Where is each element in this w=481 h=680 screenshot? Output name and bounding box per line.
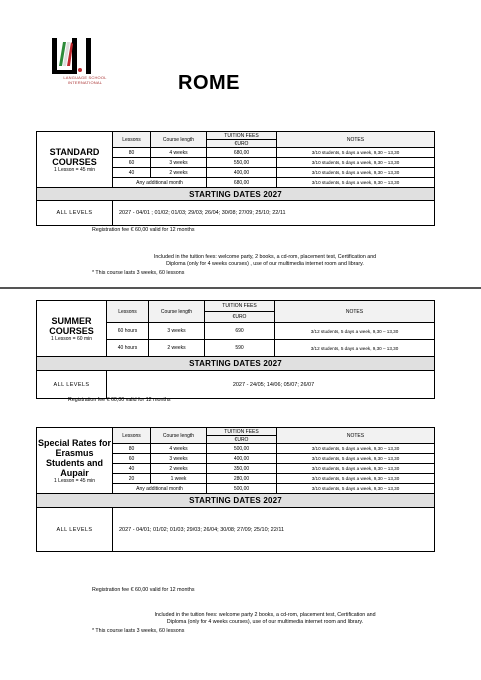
included-line: Included in the tuition fees: welcome party, 2 books, a cd-rom, placement test, Certification and — [153, 254, 377, 260]
notes-cell: 3/10 students, 5 days a week, 9,30 – 13,30 — [277, 158, 435, 168]
notes-cell: 3/10 students, 5 days a week, 9,30 – 13,30 — [277, 148, 435, 158]
notes-cell: 3/10 students, 5 days a week, 9,30 – 13,30 — [277, 474, 435, 484]
levels-cell: ALL LEVELS — [37, 201, 113, 226]
col-lessons: Lessons — [113, 132, 151, 148]
lessons-cell: 20 — [113, 474, 151, 484]
notes-cell: 3/10 students, 5 days a week, 9,30 – 13,30 — [277, 464, 435, 474]
col-notes: NOTES — [277, 428, 435, 444]
lessons-cell: 40 — [113, 464, 151, 474]
length-cell: 3 weeks — [151, 454, 207, 464]
fee-cell: 690 — [205, 323, 275, 340]
special-lesson-note: 1 Lesson = 45 min — [54, 477, 95, 484]
starting-dates-heading: STARTING DATES 2027 — [37, 188, 435, 201]
lessons-cell: 80 — [113, 148, 151, 158]
col-course-length: Course length — [149, 301, 205, 323]
summer-course-title: SUMMER COURSES — [49, 315, 94, 336]
col-course-length: Course length — [151, 132, 207, 148]
registration-fee-note: Registration fee € 60,00 valid for 12 months — [92, 227, 195, 233]
fee-cell: 680,00 — [207, 178, 277, 188]
length-cell: 4 weeks — [151, 444, 207, 454]
length-cell: 3 weeks — [149, 323, 205, 340]
course-duration-note: * This course lasts 3 weeks, 60 lessons — [92, 270, 185, 276]
col-tuition-fees: TUITION FEES — [207, 132, 277, 140]
col-lessons: Lessons — [107, 301, 149, 323]
levels-cell: ALL LEVELS — [37, 508, 113, 552]
length-cell: 1 week — [151, 474, 207, 484]
fee-cell: 500,00 — [207, 484, 277, 494]
col-lessons: Lessons — [113, 428, 151, 444]
levels-cell: ALL LEVELS — [37, 371, 107, 399]
special-rates-table — [36, 427, 435, 552]
logo-caption-line2: INTERNATIONAL — [67, 80, 103, 85]
col-tuition-fees: TUITION FEES — [205, 301, 275, 312]
course-duration-note: * This course lasts 3 weeks, 60 lessons — [92, 628, 185, 634]
length-cell: 4 weeks — [151, 148, 207, 158]
lessons-cell: 60 hours — [107, 323, 149, 340]
lessons-cell: 40 hours — [107, 340, 149, 357]
fee-cell: 400,00 — [207, 168, 277, 178]
col-notes: NOTES — [275, 301, 435, 323]
fee-cell: 680,00 — [207, 148, 277, 158]
length-cell: 2 weeks — [151, 464, 207, 474]
fee-cell: 590 — [205, 340, 275, 357]
fee-cell: 280,00 — [207, 474, 277, 484]
summer-courses-table — [36, 300, 435, 399]
notes-cell: 3/12 students, 5 days a week, 9,30 – 13,30 — [275, 340, 435, 357]
lessons-cell: 60 — [113, 454, 151, 464]
fee-cell: 500,00 — [207, 444, 277, 454]
notes-cell: 3/10 students, 5 days a week, 9,30 – 13,30 — [277, 168, 435, 178]
starting-dates-cell: 2027 - 24/05; 14/06; 05/07; 26/07 — [107, 371, 435, 399]
special-course-name — [37, 428, 113, 494]
registration-fee-note: Registration fee € 60,00 valid for 12 months — [92, 587, 195, 593]
length-cell: 2 weeks — [151, 168, 207, 178]
standard-course-name — [37, 132, 113, 188]
lessons-cell: 80 — [113, 444, 151, 454]
page-title: ROME — [178, 72, 240, 94]
summer-lesson-note: 1 Lesson = 60 min — [51, 335, 92, 342]
logo-caption-line1: LANGUAGE SCHOOL — [63, 75, 107, 80]
lessons-cell: 40 — [113, 168, 151, 178]
col-notes: NOTES — [277, 132, 435, 148]
col-tuition-fees: TUITION FEES — [207, 428, 277, 436]
notes-cell: 3/10 students, 5 days a week, 9,30 – 13,30 — [277, 444, 435, 454]
notes-cell: 3/10 students, 5 days a week, 9,30 – 13,30 — [277, 454, 435, 464]
included-line: Diploma (only for 4 weeks courses), use of our multimedia internet room and library. — [166, 619, 364, 625]
notes-cell: 3/10 students, 5 days a week, 9,30 – 13,30 — [277, 484, 435, 494]
fee-cell: 550,00 — [207, 158, 277, 168]
starting-dates-heading: STARTING DATES 2027 — [37, 494, 435, 508]
starting-dates-cell: 2027 - 04/01; 01/02; 01/03; 29/03; 26/04; 30/08; 27/09; 25/10; 22/11 — [113, 508, 435, 552]
lessons-cell: 60 — [113, 158, 151, 168]
fee-cell: 400,00 — [207, 454, 277, 464]
col-euro: €URO — [207, 436, 277, 444]
section-divider — [0, 287, 481, 289]
included-note — [90, 254, 440, 268]
additional-month-label: Any additional month — [113, 484, 207, 494]
registration-fee-note: Registration fee € 60,00 valid for 12 months — [68, 397, 171, 403]
standard-lesson-note: 1 Lesson = 45 min — [54, 166, 95, 173]
notes-cell: 3/12 students, 5 days a week, 9,30 – 13,30 — [275, 323, 435, 340]
summer-course-name — [37, 301, 107, 357]
additional-month-label: Any additional month — [113, 178, 207, 188]
col-course-length: Course length — [151, 428, 207, 444]
starting-dates-cell: 2027 - 04/01 ; 01/02; 01/03; 29/03; 26/04; 30/08; 27/09; 25/10; 22/11 — [113, 201, 435, 226]
included-line: Diploma (only for 4 weeks courses) , use of our multimedia internet room and library. — [166, 261, 364, 267]
length-cell: 3 weeks — [151, 158, 207, 168]
logo-caption — [44, 75, 126, 85]
col-euro: €URO — [207, 140, 277, 148]
included-note — [90, 612, 440, 626]
length-cell: 2 weeks — [149, 340, 205, 357]
standard-courses-table — [36, 131, 435, 226]
notes-cell: 3/10 students, 5 days a week, 9,30 – 13,30 — [277, 178, 435, 188]
starting-dates-heading: STARTING DATES 2027 — [37, 357, 435, 371]
fee-cell: 350,00 — [207, 464, 277, 474]
col-euro: €URO — [205, 312, 275, 323]
special-course-title: Special Rates for Erasmus Students and Aupair — [37, 437, 112, 478]
included-line: Included in the tuition fees: welcome party 2 books, a cd-rom, placement test, Certification and — [154, 612, 376, 618]
standard-course-title: STANDARD COURSES — [49, 146, 100, 167]
